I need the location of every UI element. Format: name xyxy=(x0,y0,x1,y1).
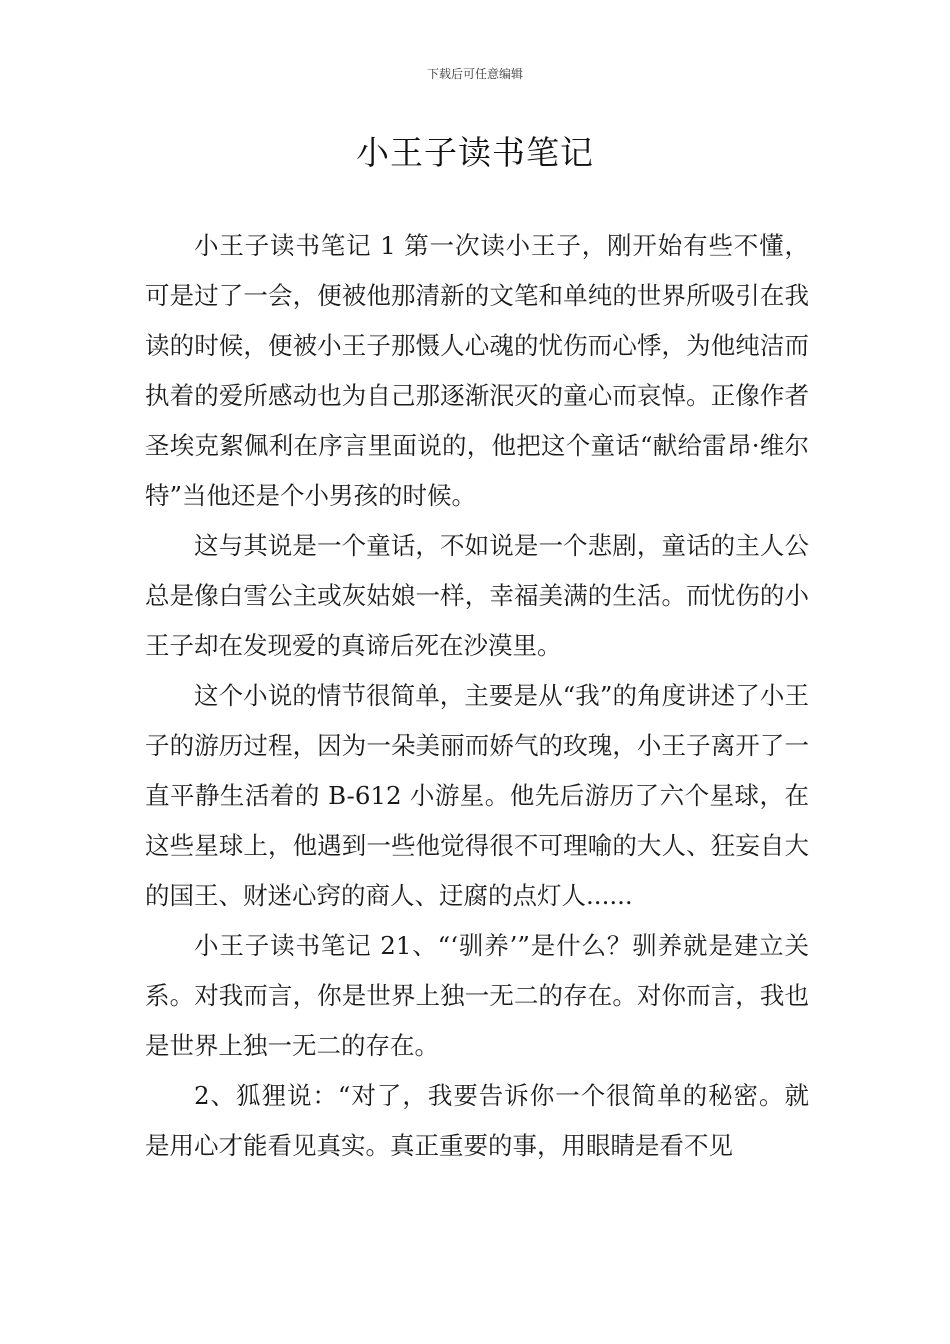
paragraph-1: 小王子读书笔记 1 第一次读小王子，刚开始有些不懂，可是过了一会，便被他那清新的文笔和单纯的世界所吸引在我读的时候，便被小王子那慑人心魂的忧伤而心悸，为他纯洁而执着的爱所感动也为自己那逐渐泯灭的童心而哀悼。正像作者圣埃克絮佩利在序言里面说的，他把这个童话“献给雷昂·维尔特”当他还是个小男孩的时候。 xyxy=(145,231,809,510)
paragraph-3: 这个小说的情节很简单，主要是从“我”的角度讲述了小王子的游历过程，因为一朵美丽而娇气的玫瑰，小王子离开了一直平静生活着的 B-612 小游星。他先后游历了六个星球，在这些星球上，他遇到一些他觉得很不可理喻的大人、狂妄自大的国王、财迷心窍的商人、迂腐的点灯人...... xyxy=(145,681,809,910)
paragraph-2: 这与其说是一个童话，不如说是一个悲剧，童话的主人公总是像白雪公主或灰姑娘一样，幸福美满的生活。而忧伤的小王子却在发现爱的真谛后死在沙漠里。 xyxy=(145,531,809,660)
document-body xyxy=(145,221,809,1171)
paragraph-4: 小王子读书笔记 21、“‘驯养’”是什么？驯养就是建立关系。对我而言，你是世界上独一无二的存在。对你而言，我也是世界上独一无二的存在。 xyxy=(145,931,809,1060)
paragraph-5: 2、狐狸说：“对了，我要告诉你一个很简单的秘密。就是用心才能看见真实。真正重要的事，用眼睛是看不见 xyxy=(145,1081,809,1160)
document-title: 小王子读书笔记 xyxy=(356,133,594,172)
header-note: 下载后可任意编辑 xyxy=(426,67,523,81)
